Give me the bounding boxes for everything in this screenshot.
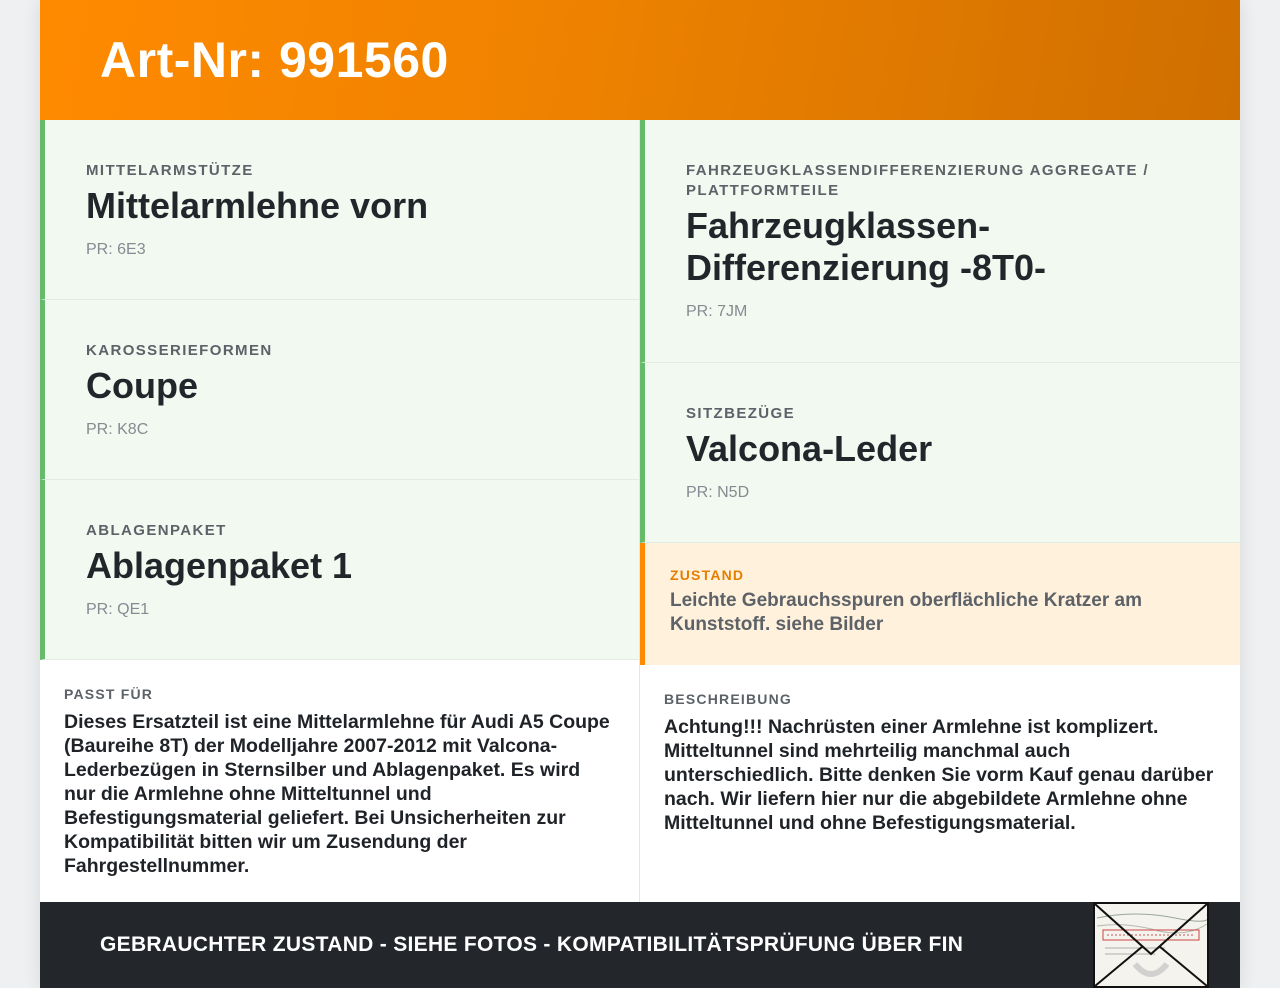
- fits-text: Dieses Ersatzteil ist eine Mittelarmlehne für Audi A5 Coupe (Baureihe 8T) der Modelljahre 2007-2012 mit Valcona-Lederbezügen in Sternsilber und Ablagenpaket. Es wird nur die Armlehne ohne Mitteltunnel und Befestigungsmaterial geliefert. Bei Unsicherheiten zur Kompatibilität bitten wir um Zusendung der Fahrgestellnummer.: [64, 711, 610, 877]
- feature-label: SITZBEZÜGE: [686, 404, 796, 422]
- left-column: [40, 120, 640, 902]
- feature-label: FAHRZEUGKLASSENDIFFERENZIERUNG AGGREGATE / PLATTFORMTEILE: [686, 162, 1149, 199]
- feature-pr-code: PR: K8C: [86, 420, 149, 438]
- description-section: [640, 665, 1240, 902]
- feature-pr-code: PR: 6E3: [86, 240, 146, 258]
- feature-value: Mittelarmlehne vorn: [86, 184, 429, 226]
- feature-value: Coupe: [86, 364, 198, 406]
- description-text: Achtung!!! Nachrüsten einer Armlehne ist komplizert. Mitteltunnel sind mehrteilig manchmal auch unterschiedlich. Bitte denken Sie vorm Kauf genau darüber nach. Wir liefern hier nur die abgebildete Armlehne ohne Mitteltunnel und ohne Befestigungsmaterial.: [664, 716, 1214, 834]
- feature-label: ABLAGENPAKET: [86, 521, 227, 539]
- feature-card: [640, 120, 1240, 363]
- feature-value: Fahrzeugklassen-Differenzierung -8T0-: [686, 205, 1047, 288]
- content-grid: [40, 120, 1240, 902]
- thumbnail-graphic: [1095, 904, 1207, 986]
- condition-text: Leichte Gebrauchsspuren oberflächliche Kratzer am Kunststoff. siehe Bilder: [670, 590, 1142, 635]
- description-label: BESCHREIBUNG: [664, 691, 792, 707]
- condition-label: ZUSTAND: [670, 567, 745, 583]
- feature-card: [40, 480, 639, 660]
- header: [40, 0, 1240, 120]
- fits-label: PASST FÜR: [64, 686, 154, 702]
- feature-label: MITTELARMSTÜTZE: [86, 161, 254, 179]
- condition-box: [640, 543, 1240, 665]
- vehicle-document-thumbnail-icon[interactable]: [1093, 902, 1209, 988]
- footer-banner: [40, 902, 1240, 988]
- product-sheet: [40, 0, 1240, 988]
- feature-pr-code: PR: 7JM: [686, 303, 748, 320]
- feature-label: KAROSSERIEFORMEN: [86, 341, 273, 359]
- article-number-title: Art-Nr: 991560: [100, 32, 449, 88]
- fits-section: [40, 660, 639, 902]
- right-column: [640, 120, 1240, 902]
- feature-card: [40, 300, 639, 480]
- feature-pr-code: PR: N5D: [686, 483, 750, 501]
- feature-card: [640, 363, 1240, 543]
- feature-value: Ablagenpaket 1: [86, 544, 353, 586]
- feature-value: Valcona-Leder: [686, 427, 933, 469]
- feature-pr-code: PR: QE1: [86, 600, 150, 618]
- feature-card: [40, 120, 639, 300]
- footer-text: GEBRAUCHTER ZUSTAND - SIEHE FOTOS - KOMPATIBILITÄTSPRÜFUNG ÜBER FIN: [100, 933, 964, 956]
